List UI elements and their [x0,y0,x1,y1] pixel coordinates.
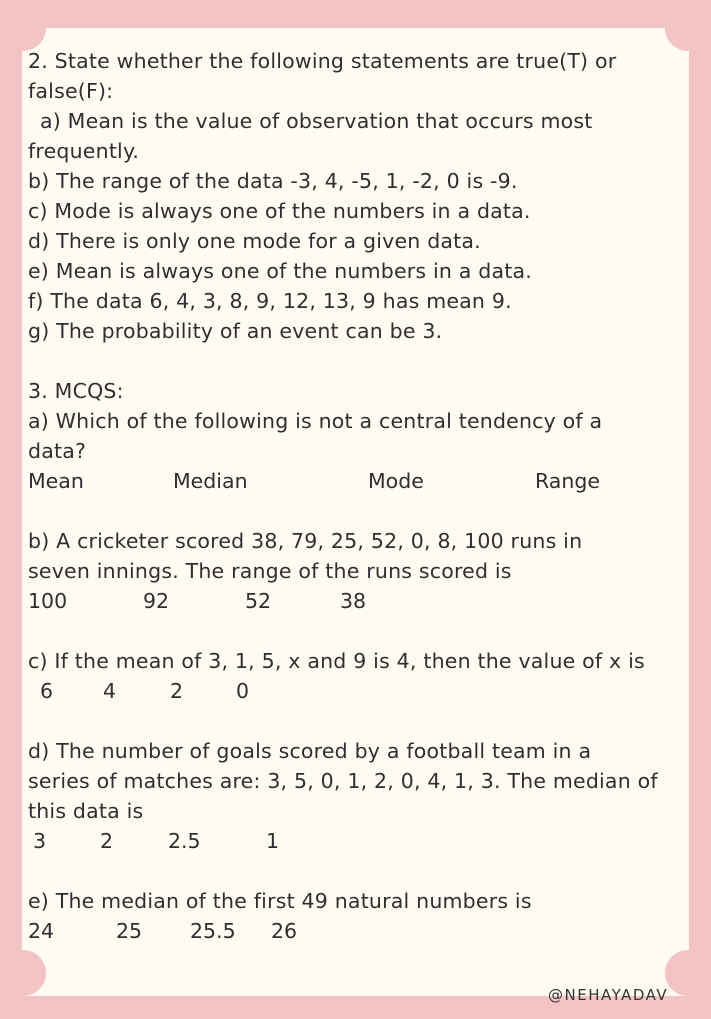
corner-notch [665,5,711,51]
statement-c: c) Mode is always one of the numbers in a data. [28,199,531,223]
option-c-1: 6 [40,679,54,703]
option-b-2: 92 [143,589,170,613]
option-b-1: 100 [28,589,68,613]
option-e-4: 26 [271,919,298,943]
section2-heading-cont: false(F): [28,79,114,103]
statement-e: e) Mean is always one of the numbers in a data. [28,259,532,283]
author-credit: @NEHAYADAV [548,986,669,1004]
question-d-cont2: this data is [28,799,144,823]
question-b-cont: seven innings. The range of the runs scored is [28,559,512,583]
option-d-4: 1 [266,829,280,853]
statement-a: a) Mean is the value of observation that occurs most [40,109,593,133]
option-e-3: 25.5 [190,919,236,943]
option-b-4: 38 [340,589,367,613]
question-a: a) Which of the following is not a central tendency of a [28,409,603,433]
option-c-4: 0 [236,679,250,703]
option-d-3: 2.5 [168,829,201,853]
option-a-mean: Mean [28,469,84,493]
corner-notch [0,5,46,51]
option-d-1: 3 [33,829,47,853]
question-d-cont: series of matches are: 3, 5, 0, 1, 2, 0, 4, 1, 3. The median of [28,769,658,793]
statement-g: g) The probability of an event can be 3. [28,319,443,343]
corner-notch [0,950,46,996]
option-a-range: Range [535,469,600,493]
option-c-3: 2 [170,679,184,703]
statement-b: b) The range of the data -3, 4, -5, 1, -2, 0 is -9. [28,169,518,193]
question-a-cont: data? [28,439,87,463]
question-b: b) A cricketer scored 38, 79, 25, 52, 0, 8, 100 runs in [28,529,583,553]
statement-d: d) There is only one mode for a given data. [28,229,481,253]
option-a-mode: Mode [368,469,424,493]
option-b-3: 52 [245,589,272,613]
question-c: c) If the mean of 3, 1, 5, x and 9 is 4, then the value of x is [28,649,645,673]
statement-f: f) The data 6, 4, 3, 8, 9, 12, 13, 9 has mean 9. [28,289,512,313]
section3-heading: 3. MCQS: [28,379,124,403]
option-e-1: 24 [28,919,55,943]
section2-heading: 2. State whether the following statements are true(T) or [28,49,617,73]
option-d-2: 2 [100,829,114,853]
corner-notch [665,950,711,996]
question-e: e) The median of the first 49 natural numbers is [28,889,532,913]
option-c-2: 4 [103,679,117,703]
question-d: d) The number of goals scored by a football team in a [28,739,592,763]
option-e-2: 25 [116,919,143,943]
option-a-median: Median [173,469,248,493]
statement-a-cont: frequently. [28,139,140,163]
